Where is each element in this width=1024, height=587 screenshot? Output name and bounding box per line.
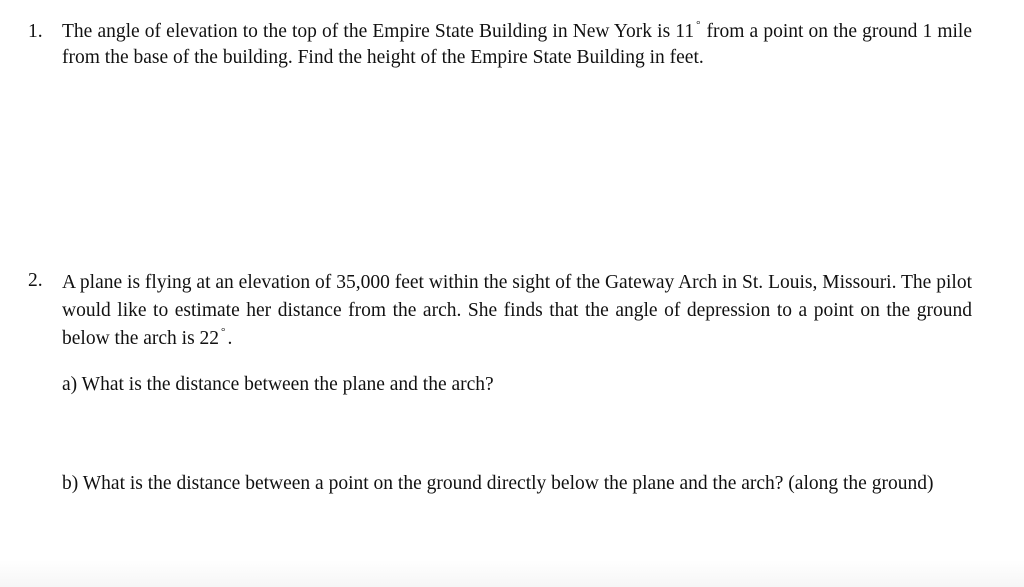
degree-symbol: °: [696, 19, 701, 31]
problem-text-part: from a point on the ground 1 mile from the base of the building. Find the height of the Empire State Building in feet.: [62, 21, 973, 68]
problem-text-part: .: [227, 328, 233, 349]
question-2a: a) What is the distance between the plane and the arch?: [62, 374, 494, 395]
question-2b: b) What is the distance between a point on the ground directly below the plane and the arch? (along the ground): [62, 473, 934, 494]
problem-text-part: A plane is flying at an elevation of 35,000 feet within the sight of the Gateway Arch in St. Louis, Missouri. The pilot would like to estimate her distance from the arch. She finds that the angle of depression to a point on the ground below the arch is 22: [62, 272, 972, 349]
problem-text-part: The angle of elevation to the top of the Empire State Building in New York is 11: [62, 21, 695, 42]
degree-symbol: °: [221, 326, 226, 338]
problem-text: [62, 20, 972, 70]
problem-number: 1.: [28, 21, 43, 42]
problem-number: 2.: [28, 270, 43, 291]
problem-text: [62, 269, 972, 355]
